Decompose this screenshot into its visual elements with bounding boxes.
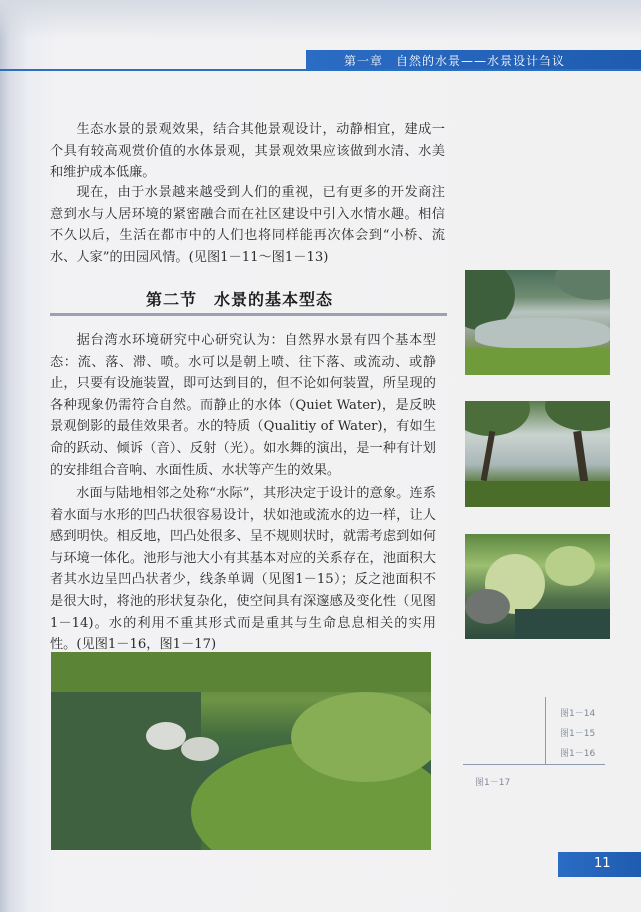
lawn xyxy=(465,481,610,507)
body-paragraph-2 xyxy=(50,182,445,268)
caption-divider-vertical xyxy=(545,697,546,765)
photo-figure-1-14 xyxy=(465,270,610,375)
pond-water xyxy=(475,318,610,348)
section-heading: 第二节 水景的基本型态 xyxy=(146,290,334,309)
pond-water xyxy=(51,692,201,850)
grass-clump xyxy=(291,692,431,782)
body-paragraph-4 xyxy=(50,483,436,656)
rock xyxy=(181,737,219,761)
photo-figure-1-15 xyxy=(465,401,610,507)
paragraph-text: 生态水景的景观效果，结合其他景观设计，动静相宜，建成一个具有较高观赏价值的水体景观，其景观效果应该做到水清、水美和维护成本低廉。 xyxy=(50,122,445,181)
tree-trunk xyxy=(481,431,496,481)
tree-canopy xyxy=(465,401,530,436)
body-paragraph-1 xyxy=(50,119,445,184)
tree-foliage xyxy=(555,270,610,300)
rock xyxy=(146,722,186,750)
chapter-title: 第一章 自然的水景——水景设计刍议 xyxy=(344,54,566,68)
rock xyxy=(465,589,510,624)
body-paragraph-3 xyxy=(50,330,436,481)
page-shadow xyxy=(0,0,641,40)
section-underline xyxy=(50,313,447,316)
caption-figure-1-14: 图1－14 xyxy=(560,709,596,719)
caption-divider-horizontal xyxy=(463,764,605,765)
lawn xyxy=(465,348,610,375)
paragraph-text: 水面与陆地相邻之处称“水际”，其形决定于设计的意象。连系着水面与水形的凹凸状很容易设计，状如池或流水的边一样，让人感到明快。相反地，凹凸处很多、呈不规则状时，就需考虑到如何与环境一体化。池形与池大小有其基本对应的关系存在，池面积大者其水边呈凹凸状者少，线条单调（见图1－15）；反之池面积不是很大时，将池的形状复杂化，使空间具有深邃感及变化性（见图1－14)。水的利用不重其形式而是重其与生命息息相关的实用性。(见图1－16，图1－17) xyxy=(50,486,436,653)
paragraph-text: 据台湾水环境研究中心研究认为：自然界水景有四个基本型态：流、落、滞、喷。水可以是朝上喷、往下落、或流动、或静止，只要有设施装置，即可达到目的，但不论如何装置，所呈现的各种现象仍需符合自然。而静止的水体（Quiet Water)，是反映景观倒影的最佳效果者。水的特质（Qualitiy of Water)，有如生命的跃动、倾诉（音）、反射（光）。如水舞的演出，是一种有计划的安排组合音响、水面性质、水状等产生的效果。 xyxy=(50,333,436,478)
caption-figure-1-17: 图1－17 xyxy=(475,778,511,788)
caption-figure-1-15: 图1－15 xyxy=(560,729,596,739)
tree-line xyxy=(51,652,431,692)
photo-figure-1-16 xyxy=(465,534,610,639)
paragraph-text: 现在，由于水景越来越受到人们的重视，已有更多的开发商注意到水与人居环境的紧密融合而在社区建设中引入水情水趣。相信不久以后，生活在都市中的人们也将同样能再次体会到“小桥、流水、人家”的田园风情。(见图1－11～图1－13) xyxy=(50,185,445,265)
tree-canopy xyxy=(545,401,610,431)
photo-figure-1-17 xyxy=(51,652,431,850)
tree-trunk xyxy=(573,431,589,487)
caption-figure-1-16: 图1－16 xyxy=(560,749,596,759)
header-rule xyxy=(0,69,641,71)
pond-water xyxy=(515,609,610,639)
reed-clump xyxy=(545,546,595,586)
page-number: 11 xyxy=(594,856,611,871)
